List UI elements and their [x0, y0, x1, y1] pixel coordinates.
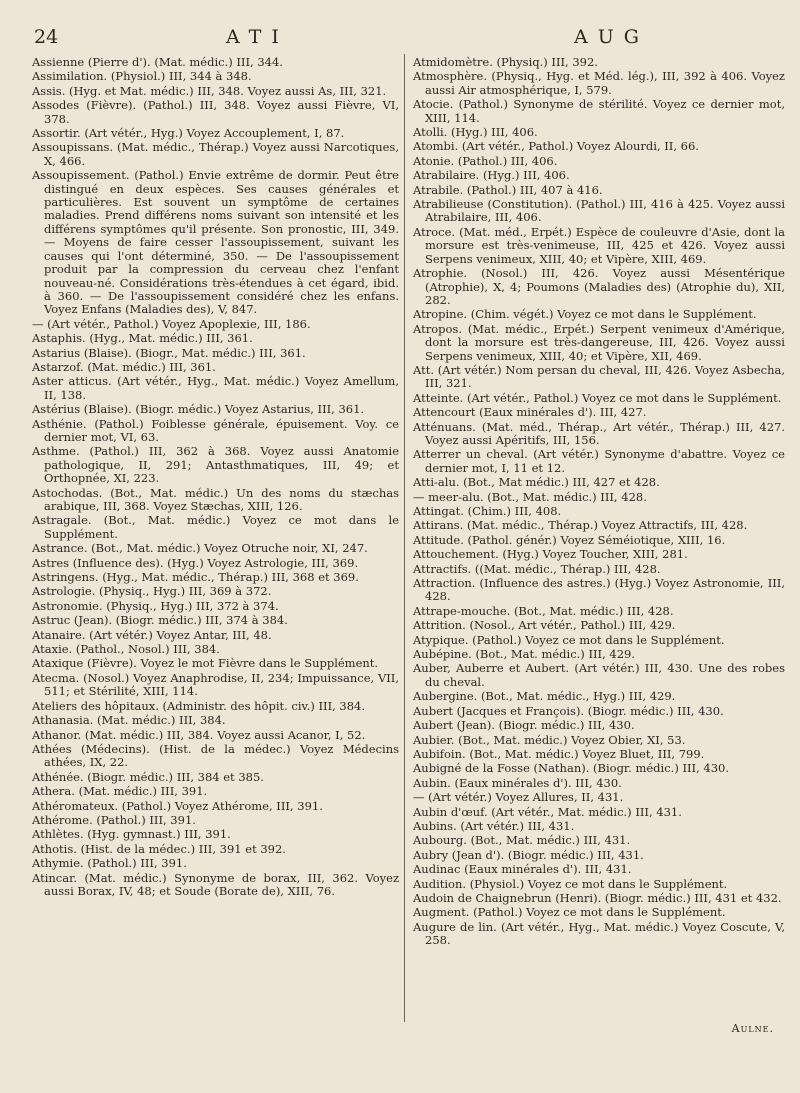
index-entry: Asthénie. (Pathol.) Foiblesse générale, épuisement. Voy. ce dernier mot, VI, 63.: [32, 416, 399, 444]
index-entry: Audoin de Chaignebrun (Henri). (Biogr. médic.) III, 431 et 432.: [413, 890, 782, 905]
index-entry: Atrabile. (Pathol.) III, 407 à 416.: [413, 182, 603, 197]
index-entry: Augure de lin. (Art vétér., Hyg., Mat. médic.) Voyez Coscute, V, 258.: [413, 919, 785, 948]
index-entry: Athotis. (Hist. de la médec.) III, 391 et 392.: [32, 841, 286, 856]
index-entry: Assoupissans. (Mat. médic., Thérap.) Voyez aussi Narcotiques, X, 466.: [32, 140, 399, 168]
index-entry: Atropos. (Mat. médic., Erpét.) Serpent venimeux d'Amérique, dont la morsure est très-dangereuse, III, 426. Voyez aussi Serpens venimeux, XIII, 40; et Vipère, XII, 469.: [413, 321, 785, 363]
index-entry: Astringens. (Hyg., Mat. médic., Thérap.) III, 368 et 369.: [32, 570, 359, 585]
index-entry: Astronomie. (Physiq., Hyg.) III, 372 à 374.: [32, 598, 279, 613]
right-column-head: AUG: [574, 26, 649, 48]
index-entry: Atterrer un cheval. (Art vétér.) Synonyme d'abattre. Voyez ce dernier mot, I, 11 et 12.: [413, 447, 785, 475]
index-entry: Audinac (Eaux minérales d'). III, 431.: [413, 862, 632, 877]
index-entry: Atypique. (Pathol.) Voyez ce mot dans le Supplément.: [413, 632, 725, 647]
index-entry: Aubépine. (Bot., Mat. médic.) III, 429.: [413, 647, 635, 662]
index-entry: Augment. (Pathol.) Voyez ce mot dans le Supplément.: [413, 905, 726, 920]
index-entry: Atmidomètre. (Physiq.) III, 392.: [413, 55, 598, 69]
index-entry: Attouchement. (Hyg.) Voyez Toucher, XIII, 281.: [413, 547, 688, 562]
index-entry: Attingat. (Chim.) III, 408.: [413, 504, 562, 518]
index-entry: Athérome. (Pathol.) III, 391.: [32, 812, 196, 827]
left-column-head: ATI: [226, 26, 289, 48]
index-entry: Audition. (Physiol.) Voyez ce mot dans le Supplément.: [413, 876, 728, 891]
index-entry: Ateliers des hôpitaux. (Administr. des hôpit. civ.) III, 384.: [32, 698, 366, 713]
index-entry: Athanasia. (Mat. médic.) III, 384.: [32, 713, 226, 728]
index-entry: Astérius (Blaise). (Biogr. médic.) Voyez Astarius, III, 361.: [32, 402, 365, 417]
index-entry: Atmosphère. (Physiq., Hyg. et Méd. lég.), III, 392 à 406. Voyez aussi Air atmosphérique, I, 579.: [413, 69, 785, 97]
page-number: 24: [34, 26, 59, 48]
index-entry: Aubourg. (Bot., Mat. médic.) III, 431.: [413, 833, 631, 848]
index-entry: Athanor. (Mat. médic.) III, 384. Voyez aussi Acanor, I, 52.: [32, 727, 366, 742]
catchword: Aulne.: [731, 1022, 774, 1035]
index-entry: Atecma. (Nosol.) Voyez Anaphrodise, II, 234; Impuissance, VII, 511; et Stérilité, XIII, 114.: [32, 670, 399, 699]
index-entry: Atrophie. (Nosol.) III, 426. Voyez aussi Mésentérique (Atrophie), X, 4; Poumons (Maladies des) (Atrophie du), XII, 282.: [413, 266, 785, 307]
index-entry: Attractifs. ((Mat. médic., Thérap.) III, 428.: [413, 561, 661, 576]
index-entry: Aubert (Jacques et François). (Biogr. médic.) III, 430.: [413, 703, 724, 718]
index-entry: Atanaire. (Art vétér.) Voyez Antar, III, 48.: [32, 627, 272, 642]
index-entry: — meer-alu. (Bot., Mat. médic.) III, 428.: [413, 489, 647, 504]
index-entry: Attrition. (Nosol., Art vétér., Pathol.) III, 429.: [413, 618, 676, 633]
index-entry: Aubier. (Bot., Mat. médic.) Voyez Obier, XI, 53.: [413, 732, 686, 747]
index-entry: Aubergine. (Bot., Mat. médic., Hyg.) III, 429.: [413, 689, 676, 704]
index-entry: Athéromateux. (Pathol.) Voyez Athérome, III, 391.: [32, 798, 323, 813]
index-entry: — (Art vétér.) Voyez Allures, II, 431.: [413, 790, 624, 805]
index-entry: Atrabilaire. (Hyg.) III, 406.: [413, 168, 570, 183]
index-entry: Assis. (Hyg. et Mat. médic.) III, 348. Voyez aussi As, III, 321.: [32, 83, 387, 98]
index-entry: Attraction. (Influence des astres.) (Hyg.) Voyez Astronomie, III, 428.: [413, 576, 785, 604]
index-entry: Ataxie. (Pathol., Nosol.) III, 384.: [32, 642, 220, 657]
index-entry: Atombi. (Art vétér., Pathol.) Voyez Alourdi, II, 66.: [413, 139, 699, 154]
index-entry: Atteinte. (Art vétér., Pathol.) Voyez ce mot dans le Supplément.: [413, 390, 782, 405]
index-entry: Aubifoin. (Bot., Mat. médic.) Voyez Bluet, III, 799.: [413, 746, 705, 761]
index-entry: Athénée. (Biogr. médic.) III, 384 et 385.: [32, 769, 264, 784]
index-entry: Atrabilieuse (Constitution). (Pathol.) III, 416 à 425. Voyez aussi Atrabilaire, III, 406.: [413, 197, 785, 225]
index-entry: Astruc (Jean). (Biogr. médic.) III, 374 à 384.: [32, 613, 288, 628]
index-entry: Astaphis. (Hyg., Mat. médic.) III, 361.: [32, 331, 253, 346]
index-entry: Aubry (Jean d'). (Biogr. médic.) III, 431.: [413, 847, 644, 862]
index-entry: Attirans. (Mat. médic., Thérap.) Voyez Attractifs, III, 428.: [413, 518, 748, 533]
running-header: [34, 26, 784, 48]
index-entry: Assimilation. (Physiol.) III, 344 à 348.: [32, 69, 252, 84]
index-entry: Assortir. (Art vétér., Hyg.) Voyez Accouplement, I, 87.: [32, 126, 345, 141]
index-entry: Atincar. (Mat. médic.) Synonyme de borax, III, 362. Voyez aussi Borax, IV, 48; et Soude (Borate de), XIII, 76.: [32, 870, 399, 898]
index-entry: Athera. (Mat. médic.) III, 391.: [32, 784, 208, 799]
index-entry: Aubigné de la Fosse (Nathan). (Biogr. médic.) III, 430.: [413, 761, 730, 776]
index-entry: Aubins. (Art vétér.) III, 431.: [413, 818, 575, 833]
index-entry: Attencourt (Eaux minérales d'). III, 427.: [413, 405, 647, 420]
index-entry: Athées (Médecins). (Hist. de la médec.) Voyez Médecins athées, IX, 22.: [32, 741, 399, 770]
left-column: [32, 56, 399, 899]
index-entry: Atropine. (Chim. végét.) Voyez ce mot dans le Supplément.: [413, 307, 757, 322]
right-column: [413, 56, 785, 949]
index-entry: Aster atticus. (Art vétér., Hyg., Mat. médic.) Voyez Amellum, II, 138.: [32, 374, 399, 402]
index-entry: Atténuans. (Mat. méd., Thérap., Art vétér., Thérap.) III, 427. Voyez aussi Apéritifs, III, 156.: [413, 419, 785, 447]
index-entry: — (Art vétér., Pathol.) Voyez Apoplexie, III, 186.: [32, 316, 311, 331]
index-entry: Astrance. (Bot., Mat. médic.) Voyez Otruche noir, XI, 247.: [32, 541, 368, 556]
index-entry: Astarzof. (Mat. médic.) III, 361.: [32, 359, 216, 374]
index-entry: Attrape-mouche. (Bot., Mat. médic.) III, 428.: [413, 603, 674, 618]
index-entry: Atti-alu. (Bot., Mat médic.) III, 427 et 428.: [413, 475, 660, 490]
index-entry: Astragale. (Bot., Mat. médic.) Voyez ce mot dans le Supplément.: [32, 513, 399, 541]
index-entry: Atroce. (Mat. méd., Erpét.) Espèce de couleuvre d'Asie, dont la morsure est très-venimeuse, III, 425 et 426. Voyez aussi Serpens venimeux, XIII, 40; et Vipère, XIII, 469.: [413, 224, 785, 266]
index-entry: Atonie. (Pathol.) III, 406.: [413, 153, 558, 168]
index-entry: Athlètes. (Hyg. gymnast.) III, 391.: [32, 827, 231, 842]
index-entry: Aubert (Jean). (Biogr. médic.) III, 430.: [413, 718, 635, 733]
index-entry: Assoupissement. (Pathol.) Envie extrême de dormir. Peut être distingué en deux espèces. Ses causes générales et particulières. Est souvent un symptôme de certaines maladies. Prend différens noms suivant son intensité et les différens symptômes qu'il présente. Son pronostic, III, 349. — Moyens de faire cesser l'assoupissement, suivant les causes qui l'ont déterminé, 350. — De l'assoupissement produit par la compression du cerveau chez l'enfant nouveau-né. Considérations très-étendues à cet égard, ibid. à 360. — De l'assoupissement considéré chez les enfans. Voyez Enfans (Maladies des), V, 847.: [32, 168, 399, 317]
index-entry: Ataxique (Fièvre). Voyez le mot Fièvre dans le Supplément.: [32, 656, 379, 671]
index-entry: Aubin d'œuf. (Art vétér., Mat. médic.) III, 431.: [413, 804, 682, 819]
column-divider: [404, 54, 405, 1022]
index-entry: Asthme. (Pathol.) III, 362 à 368. Voyez aussi Anatomie pathologique, II, 291; Antasthmatiques, III, 49; et Orthopnée, XI, 223.: [32, 444, 399, 486]
index-entry: Astrologie. (Physiq., Hyg.) III, 369 à 372.: [32, 584, 272, 599]
index-entry: Astres (Influence des). (Hyg.) Voyez Astrologie, III, 369.: [32, 555, 359, 570]
index-entry: Attitude. (Pathol. génér.) Voyez Séméiotique, XIII, 16.: [413, 532, 726, 547]
index-entry: Aubin. (Eaux minérales d'). III, 430.: [413, 775, 622, 790]
index-entry: Att. (Art vétér.) Nom persan du cheval, III, 426. Voyez Asbecha, III, 321.: [413, 362, 785, 391]
index-entry: Auber, Auberre et Aubert. (Art vétér.) III, 430. Une des robes du cheval.: [413, 661, 785, 689]
index-entry: Athymie. (Pathol.) III, 391.: [32, 856, 187, 871]
index-entry: Atocie. (Pathol.) Synonyme de stérilité. Voyez ce dernier mot, XIII, 114.: [413, 97, 785, 125]
index-entry: Atolli. (Hyg.) III, 406.: [413, 125, 538, 140]
index-entry: Assienne (Pierre d'). (Mat. médic.) III, 344.: [32, 55, 283, 69]
index-entry: Astarius (Blaise). (Biogr., Mat. médic.) III, 361.: [32, 345, 306, 360]
index-entry: Assodes (Fièvre). (Pathol.) III, 348. Voyez aussi Fièvre, VI, 378.: [32, 98, 399, 126]
index-entry: Astochodas. (Bot., Mat. médic.) Un des noms du stæchas arabique, III, 368. Voyez Stæchas, XIII, 126.: [32, 485, 399, 513]
